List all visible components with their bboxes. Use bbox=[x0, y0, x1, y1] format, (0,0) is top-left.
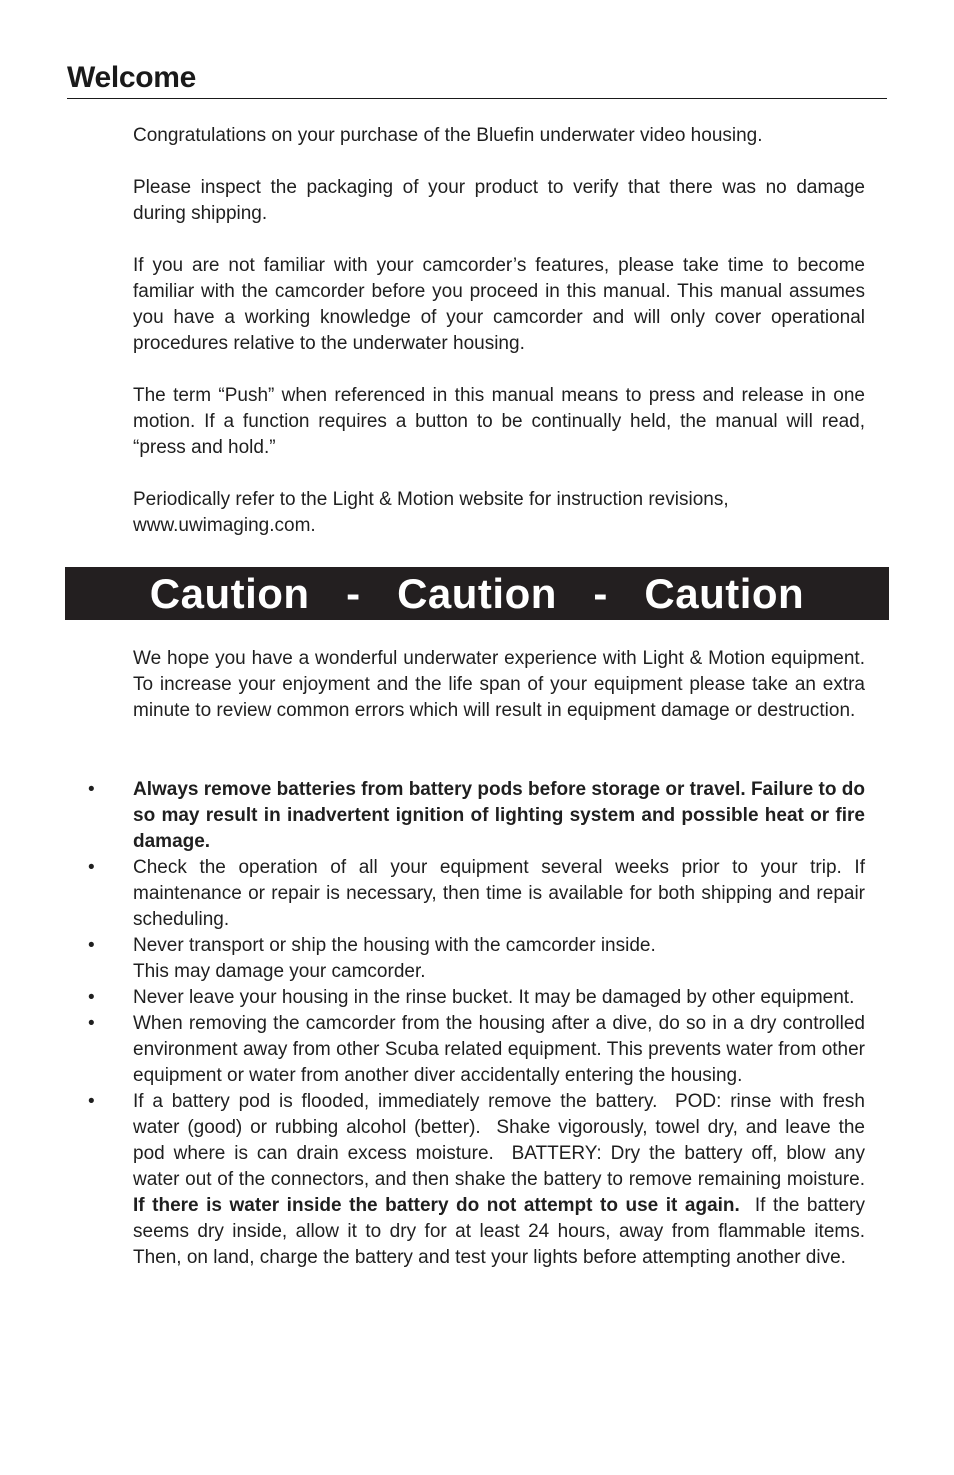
bullet-text: Never transport or ship the housing with the camcorder inside. bbox=[133, 935, 656, 956]
welcome-body bbox=[133, 123, 865, 539]
bullet-text: If the battery seems dry inside, allow it to dry for at least 24 hours, away from flammable items. Then, on land, charge the battery and test your lights before attempting another dive. bbox=[133, 1195, 876, 1268]
heading-rule bbox=[67, 98, 887, 99]
welcome-paragraph: The term “Push” when referenced in this manual means to press and release in one motion. If a function requires a button to be continually held, the manual will read, “press and hold.” bbox=[133, 385, 865, 458]
bullet-text: Check the operation of all your equipment several weeks prior to your trip. If maintenance or repair is necessary, then time is available for both shipping and repair scheduling. bbox=[133, 857, 865, 930]
bullet-text: When removing the camcorder from the housing after a dive, do so in a dry controlled environment away from other Scuba related equipment. This prevents water from other equipment or water from another diver accidentally entering the housing. bbox=[133, 1013, 865, 1086]
bullet-text: Never leave your housing in the rinse bucket. It may be damaged by other equipment. bbox=[133, 987, 855, 1008]
caution-intro bbox=[133, 646, 865, 724]
bullet-icon: • bbox=[88, 935, 95, 956]
caution-banner bbox=[65, 567, 889, 620]
bullet-item bbox=[0, 933, 954, 985]
bullet-item bbox=[0, 1089, 954, 1271]
bullet-bold-text: If there is water inside the battery do not attempt to use it again. bbox=[133, 1195, 740, 1216]
welcome-paragraph: Please inspect the packaging of your product to verify that there was no damage during shipping. bbox=[133, 177, 865, 224]
welcome-paragraph: If you are not familiar with your camcorder’s features, please take time to become familiar with the camcorder before you proceed in this manual. This manual assumes you have a working knowledge of your camcorder and will only cover operational procedures relative to the underwater housing. bbox=[133, 255, 865, 354]
bullet-text: If a battery pod is flooded, immediately remove the battery. POD: rinse with fresh water (good) or rubbing alcohol (better). Shake vigorously, towel dry, and leave the pod where is can drain excess moisture. BATTERY: Dry the battery off, blow any water out of the connectors, and then shake the battery to remove remaining moisture. bbox=[133, 1091, 876, 1190]
bullet-icon: • bbox=[88, 987, 95, 1008]
bullet-icon: • bbox=[88, 857, 95, 878]
bullet-icon: • bbox=[88, 779, 95, 800]
welcome-paragraph: Congratulations on your purchase of the Bluefin underwater video housing. bbox=[133, 125, 763, 146]
bullet-item bbox=[0, 777, 954, 855]
bullet-item bbox=[0, 1011, 954, 1089]
welcome-heading: Welcome bbox=[67, 61, 197, 94]
bullet-bold-text: Always remove batteries from battery pods before storage or travel. Failure to do so may result in inadvertent ignition of lighting system and possible heat or fire damage. bbox=[133, 779, 865, 852]
caution-bullet-list bbox=[0, 777, 954, 1271]
bullet-icon: • bbox=[88, 1091, 95, 1112]
welcome-paragraph: Periodically refer to the Light & Motion website for instruction revisions, www.uwimaging.com. bbox=[133, 489, 729, 536]
caution-banner-text: Caution - Caution - Caution bbox=[149, 570, 805, 617]
bullet-icon: • bbox=[88, 1013, 95, 1034]
caution-intro-paragraph: We hope you have a wonderful underwater experience with Light & Motion equipment. To increase your enjoyment and the life span of your equipment please take an extra minute to review common errors which will result in equipment damage or destruction. bbox=[133, 648, 865, 721]
bullet-text-continued: This may damage your camcorder. bbox=[133, 961, 426, 982]
bullet-item bbox=[0, 985, 954, 1011]
bullet-item bbox=[0, 855, 954, 933]
